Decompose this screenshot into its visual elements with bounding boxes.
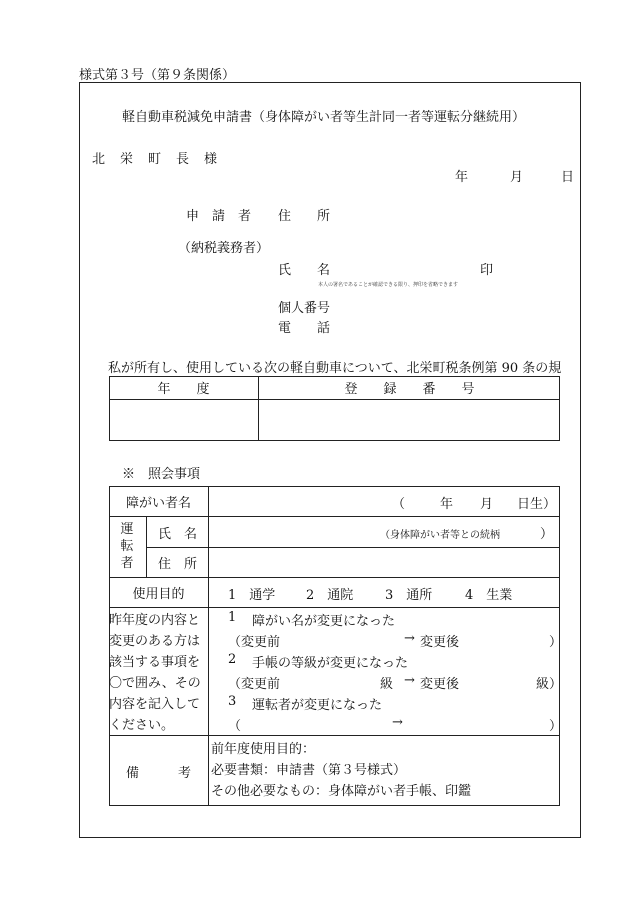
after-label: 変更後 bbox=[420, 677, 460, 692]
inquiry-heading: ※ 照会事項 bbox=[122, 467, 201, 482]
vehicle-year-field[interactable] bbox=[110, 400, 258, 440]
vehicle-year-header: 年 度 bbox=[157, 382, 210, 397]
before-label: （変更前 bbox=[228, 635, 281, 650]
grade-before-label: 級 bbox=[380, 677, 394, 692]
date-month-label: 月 bbox=[510, 170, 524, 185]
driver-address-field[interactable] bbox=[209, 549, 559, 576]
phone-label: 電 話 bbox=[278, 321, 331, 336]
change-item-text: 障がい名が変更になった bbox=[252, 614, 396, 629]
after-label: 変更後 bbox=[420, 635, 460, 650]
applicant-label: 申 請 者 bbox=[186, 209, 252, 224]
my-number-label: 個人番号 bbox=[278, 301, 331, 316]
driver-address-label: 住 所 bbox=[157, 557, 197, 572]
form-number: 様式第３号（第９条関係） bbox=[79, 68, 236, 83]
remarks-label: 備 考 bbox=[125, 765, 191, 781]
vehicle-registration-header: 登 録 番 号 bbox=[344, 382, 475, 397]
open-paren: （ bbox=[228, 719, 242, 734]
date-day-label: 日 bbox=[561, 170, 575, 185]
vehicle-registration-field[interactable] bbox=[259, 400, 559, 440]
date-year-label: 年 bbox=[455, 170, 469, 185]
change-item-num[interactable]: 2 bbox=[228, 652, 237, 667]
purpose-option[interactable]: 2 通院 bbox=[306, 588, 354, 603]
driver-label: 運転者 bbox=[120, 522, 134, 571]
seal-label: 印 bbox=[480, 263, 494, 278]
change-item-num[interactable]: 3 bbox=[228, 694, 237, 709]
purpose-label: 使用目的 bbox=[132, 587, 185, 602]
close-paren: ） bbox=[549, 635, 563, 650]
form-title: 軽自動車税減免申請書（身体障がい者等生計同一者等運転分継続用） bbox=[122, 110, 526, 125]
birth-year-label: 年 bbox=[440, 497, 454, 512]
change-item-text: 手帳の等級が変更になった bbox=[252, 656, 409, 671]
disabled-name-label: 障がい者名 bbox=[125, 495, 191, 511]
purpose-option[interactable]: 4 生業 bbox=[465, 588, 513, 603]
disabled-name-field[interactable] bbox=[209, 487, 389, 516]
purpose-option[interactable]: 3 通所 bbox=[385, 588, 433, 603]
statement-text: 私が所有し、使用している次の軽自動車について、北栄町税条例第 90 条の規 bbox=[108, 361, 562, 376]
remarks-content: 前年度使用目的： 必要書類：申請書（第３号様式） その他必要なもの：身体障がい者手帳、印鑑 bbox=[211, 742, 472, 799]
addressee: 北 栄 町 長 様 bbox=[92, 152, 219, 167]
arrow: → bbox=[404, 631, 415, 646]
name-label: 氏 名 bbox=[278, 263, 331, 278]
birth-open-paren: （ bbox=[392, 497, 406, 512]
change-item-num[interactable]: 1 bbox=[228, 610, 237, 625]
address-label: 住 所 bbox=[278, 209, 331, 224]
relation-close-paren: ） bbox=[540, 527, 554, 542]
grade-after-label: 級） bbox=[536, 677, 563, 692]
before-label: （変更前 bbox=[228, 677, 281, 692]
driver-name-field[interactable] bbox=[209, 518, 379, 546]
purpose-option[interactable]: 1 通学 bbox=[228, 588, 276, 603]
taxpayer-label: （納税義務者） bbox=[178, 241, 270, 256]
birth-month-label: 月 bbox=[480, 497, 494, 512]
driver-name-label: 氏 名 bbox=[157, 526, 197, 542]
change-instruction: 昨年度の内容と 変更のある方は 該当する事項を 〇で囲み、その 内容を記入して ください。 bbox=[109, 613, 201, 733]
seal-note: 本人の署名であることが確認できる限り、押印を省略できます bbox=[318, 282, 459, 288]
change-item-text: 運転者が変更になった bbox=[252, 698, 383, 713]
arrow: → bbox=[392, 715, 403, 730]
close-paren: ） bbox=[549, 719, 563, 734]
relation-note: （身体障がい者等との続柄 bbox=[380, 530, 500, 541]
birth-day-label: 日生） bbox=[517, 497, 557, 512]
arrow: → bbox=[404, 673, 415, 688]
